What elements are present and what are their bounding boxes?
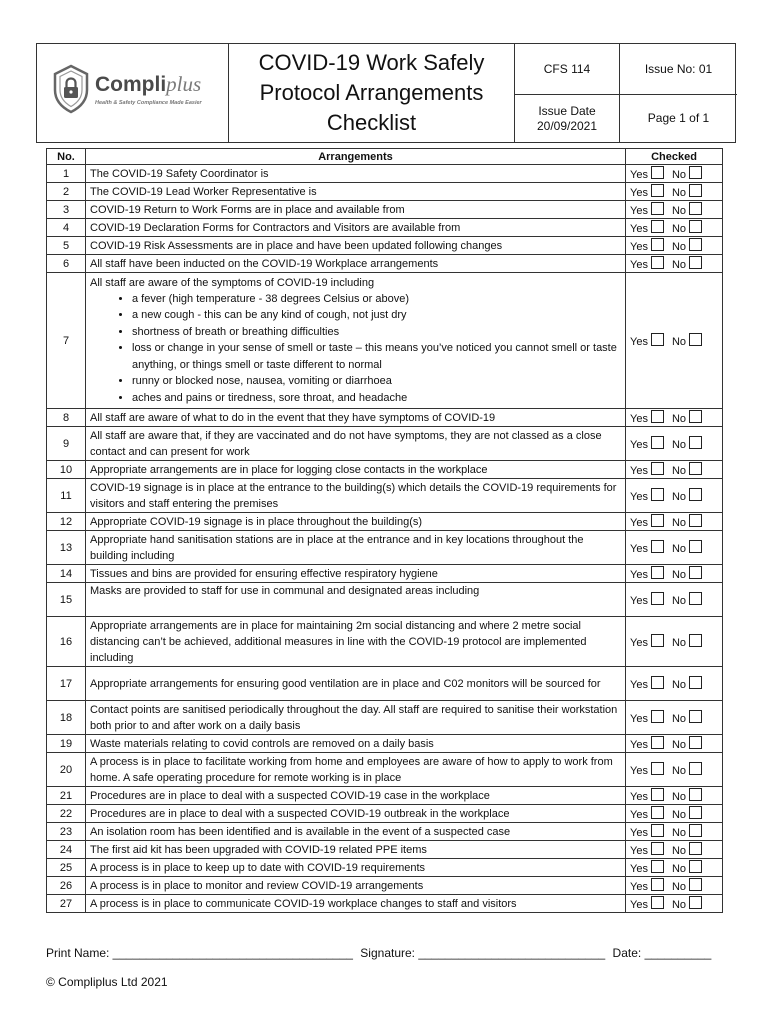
row-number: 5 [47, 237, 86, 255]
checked-cell [626, 461, 723, 479]
arrangement-text: Appropriate arrangements for ensuring good ventilation are in place and C02 monitors will be sourced for [86, 667, 626, 701]
table-row [47, 859, 723, 877]
no-label: No [671, 187, 687, 199]
row-number: 20 [47, 753, 86, 787]
table-row [47, 201, 723, 219]
yes-label: Yes [630, 187, 648, 199]
no-checkbox[interactable] [689, 514, 702, 527]
arrangement-text: A process is in place to monitor and review COVID-19 arrangements [86, 877, 626, 895]
yes-checkbox[interactable] [651, 762, 664, 775]
checked-cell [626, 237, 723, 255]
yes-label: Yes [630, 845, 648, 857]
no-checkbox[interactable] [689, 256, 702, 269]
no-label: No [671, 637, 687, 649]
checklist-table [46, 148, 723, 913]
doc-code-cell [515, 44, 620, 142]
print-name-field[interactable]: Print Name: ____________________________________ [46, 946, 353, 960]
checked-cell [626, 255, 723, 273]
yes-label: Yes [630, 336, 648, 348]
table-row [47, 735, 723, 753]
yes-checkbox[interactable] [651, 256, 664, 269]
checked-cell [626, 531, 723, 565]
arrangement-text: A process is in place to facilitate working from home and employees are aware of how to apply to work from home. A safe operating procedure for remote working is in place [86, 753, 626, 787]
yes-label: Yes [630, 413, 648, 425]
checked-cell [626, 859, 723, 877]
arrangement-text: A process is in place to communicate COVID-19 workplace changes to staff and visitors [86, 895, 626, 913]
no-checkbox[interactable] [689, 806, 702, 819]
page-number: Page 1 of 1 [647, 111, 710, 125]
arrangement-text: COVID-19 Return to Work Forms are in place and available from [86, 201, 626, 219]
yes-checkbox[interactable] [651, 410, 664, 423]
row-number: 22 [47, 805, 86, 823]
checked-cell [626, 513, 723, 531]
yes-label: Yes [630, 465, 648, 477]
no-checkbox[interactable] [689, 566, 702, 579]
symptom-item: • shortness of breath or breathing difficulties [132, 324, 621, 341]
row-number: 7 [47, 273, 86, 409]
yes-checkbox[interactable] [651, 634, 664, 647]
no-checkbox[interactable] [689, 333, 702, 346]
table-row [47, 531, 723, 565]
doc-code: CFS 114 [515, 44, 619, 95]
no-checkbox[interactable] [689, 634, 702, 647]
checked-cell [626, 667, 723, 701]
arrangement-text: All staff are aware of what to do in the event that they have symptoms of COVID-19 [86, 409, 626, 427]
yes-checkbox[interactable] [651, 566, 664, 579]
no-label: No [671, 465, 687, 477]
table-row [47, 165, 723, 183]
no-label: No [671, 223, 687, 235]
checked-cell [626, 823, 723, 841]
checked-cell [626, 165, 723, 183]
yes-checkbox[interactable] [651, 878, 664, 891]
yes-checkbox[interactable] [651, 676, 664, 689]
yes-label: Yes [630, 791, 648, 803]
row-number: 11 [47, 479, 86, 513]
no-label: No [671, 517, 687, 529]
table-row [47, 273, 723, 409]
arrangement-text: Procedures are in place to deal with a suspected COVID-19 outbreak in the workplace [86, 805, 626, 823]
no-checkbox[interactable] [689, 540, 702, 553]
checked-cell [626, 753, 723, 787]
checked-cell [626, 701, 723, 735]
table-row [47, 877, 723, 895]
no-checkbox[interactable] [689, 436, 702, 449]
symptom-item: • a fever (high temperature - 38 degrees Celsius or above) [132, 291, 621, 308]
arrangement-text: COVID-19 Declaration Forms for Contractors and Visitors are available from [86, 219, 626, 237]
yes-label: Yes [630, 899, 648, 911]
no-label: No [671, 791, 687, 803]
document-title: COVID-19 Work Safely Protocol Arrangements Checklist [229, 44, 515, 142]
table-row [47, 583, 723, 617]
checked-cell [626, 183, 723, 201]
no-label: No [671, 679, 687, 691]
row-number: 10 [47, 461, 86, 479]
row-number: 17 [47, 667, 86, 701]
yes-label: Yes [630, 569, 648, 581]
row-number: 24 [47, 841, 86, 859]
no-label: No [671, 205, 687, 217]
symptom-item: • runny or blocked nose, nausea, vomiting or diarrhoea [132, 373, 621, 390]
row-number: 3 [47, 201, 86, 219]
arrangement-text: Procedures are in place to deal with a suspected COVID-19 case in the workplace [86, 787, 626, 805]
no-checkbox[interactable] [689, 202, 702, 215]
arrangement-text: Tissues and bins are provided for ensuring effective respiratory hygiene [86, 565, 626, 583]
symptom-item: • loss or change in your sense of smell or taste – this means you’ve noticed you cannot smell or taste anything, or things smell or taste different to normal [132, 340, 621, 373]
yes-label: Yes [630, 827, 648, 839]
yes-label: Yes [630, 517, 648, 529]
no-checkbox[interactable] [689, 788, 702, 801]
checked-cell [626, 735, 723, 753]
symptom-item: • a new cough - this can be any kind of cough, not just dry [132, 307, 621, 324]
yes-label: Yes [630, 679, 648, 691]
arrangement-text: All staff have been inducted on the COVID-19 Workplace arrangements [86, 255, 626, 273]
no-label: No [671, 713, 687, 725]
arrangement-text: All staff are aware that, if they are vaccinated and do not have symptoms, they are not classed as a close contact and can present for work [86, 427, 626, 461]
no-label: No [671, 543, 687, 555]
row-number: 6 [47, 255, 86, 273]
shield-lock-icon [51, 64, 91, 114]
no-label: No [671, 439, 687, 451]
arrangement-text: All staff are aware of the symptoms of COVID-19 including • a fever (high temperature - 38 degrees Celsius or above) • a new cough - this can be any kind of cough, not just dry • shortness of breath or breathing difficulties • loss or change in your sense of smell or taste – this means you’ve noticed you cannot smell or taste anything, or things smell or taste different to normal • runny or blocked nose, nausea, vomiting or diarrhoea • aches and pains or tiredness, sore throat, and headache [86, 273, 626, 409]
no-label: No [671, 595, 687, 607]
yes-label: Yes [630, 491, 648, 503]
yes-checkbox[interactable] [651, 462, 664, 475]
yes-checkbox[interactable] [651, 824, 664, 837]
arrangement-text: An isolation room has been identified and is available in the event of a suspected case [86, 823, 626, 841]
table-row [47, 565, 723, 583]
no-checkbox[interactable] [689, 762, 702, 775]
yes-label: Yes [630, 637, 648, 649]
checked-cell [626, 479, 723, 513]
yes-checkbox[interactable] [651, 540, 664, 553]
table-row [47, 219, 723, 237]
checked-cell [626, 805, 723, 823]
table-row [47, 409, 723, 427]
row-number: 23 [47, 823, 86, 841]
row-number: 13 [47, 531, 86, 565]
no-checkbox[interactable] [689, 824, 702, 837]
document-header [36, 43, 736, 143]
yes-checkbox[interactable] [651, 710, 664, 723]
yes-checkbox[interactable] [651, 514, 664, 527]
yes-checkbox[interactable] [651, 220, 664, 233]
no-checkbox[interactable] [689, 878, 702, 891]
no-checkbox[interactable] [689, 896, 702, 909]
row-number: 8 [47, 409, 86, 427]
no-label: No [671, 827, 687, 839]
signature-line [46, 946, 715, 960]
copyright: © Compliplus Ltd 2021 [46, 975, 168, 989]
yes-checkbox[interactable] [651, 736, 664, 749]
symptom-item: • aches and pains or tiredness, sore throat, and headache [132, 390, 621, 407]
no-label: No [671, 881, 687, 893]
table-row [47, 701, 723, 735]
row-number: 1 [47, 165, 86, 183]
symptom-list [90, 291, 621, 407]
checked-cell [626, 877, 723, 895]
arrangement-text: COVID-19 Risk Assessments are in place and have been updated following changes [86, 237, 626, 255]
arrangement-text: Contact points are sanitised periodically throughout the day. All staff are required to sanitise their workstation both prior to and after work on a daily basis [86, 701, 626, 735]
row-number: 15 [47, 583, 86, 617]
no-checkbox[interactable] [689, 488, 702, 501]
table-row [47, 479, 723, 513]
yes-checkbox[interactable] [651, 592, 664, 605]
logo-cell [37, 44, 229, 142]
arrangement-text: The COVID-19 Safety Coordinator is [86, 165, 626, 183]
arrangement-text: Appropriate arrangements are in place for logging close contacts in the workplace [86, 461, 626, 479]
compliplus-logo [51, 64, 217, 120]
yes-label: Yes [630, 439, 648, 451]
table-row [47, 823, 723, 841]
table-row [47, 237, 723, 255]
yes-label: Yes [630, 739, 648, 751]
yes-label: Yes [630, 765, 648, 777]
no-checkbox[interactable] [689, 736, 702, 749]
date-field[interactable]: Date: __________ [612, 946, 712, 960]
row-number: 18 [47, 701, 86, 735]
yes-checkbox[interactable] [651, 202, 664, 215]
row-number: 2 [47, 183, 86, 201]
table-row [47, 805, 723, 823]
no-checkbox[interactable] [689, 592, 702, 605]
yes-checkbox[interactable] [651, 184, 664, 197]
no-label: No [671, 491, 687, 503]
yes-checkbox[interactable] [651, 488, 664, 501]
table-row [47, 513, 723, 531]
arrangement-text: COVID-19 signage is in place at the entrance to the building(s) which details the COVID-19 requirements for visitors and staff entering the premises [86, 479, 626, 513]
row-number: 4 [47, 219, 86, 237]
checked-cell [626, 201, 723, 219]
row-number: 16 [47, 617, 86, 667]
yes-label: Yes [630, 259, 648, 271]
yes-label: Yes [630, 223, 648, 235]
checked-cell [626, 219, 723, 237]
no-checkbox[interactable] [689, 220, 702, 233]
arrangement-text: A process is in place to keep up to date with COVID-19 requirements [86, 859, 626, 877]
arrangement-text: The first aid kit has been upgraded with COVID-19 related PPE items [86, 841, 626, 859]
checked-cell [626, 273, 723, 409]
brand-name: Compliplus [95, 72, 202, 96]
no-label: No [671, 241, 687, 253]
table-row [47, 461, 723, 479]
row-number: 21 [47, 787, 86, 805]
row-number: 25 [47, 859, 86, 877]
col-arrangements-header: Arrangements [86, 149, 626, 165]
table-row [47, 667, 723, 701]
yes-label: Yes [630, 169, 648, 181]
no-checkbox[interactable] [689, 860, 702, 873]
row-number: 19 [47, 735, 86, 753]
yes-checkbox[interactable] [651, 842, 664, 855]
no-label: No [671, 739, 687, 751]
yes-label: Yes [630, 205, 648, 217]
no-checkbox[interactable] [689, 676, 702, 689]
checked-cell [626, 409, 723, 427]
table-header-row [47, 149, 723, 165]
no-checkbox[interactable] [689, 410, 702, 423]
arrangement-text: Appropriate arrangements are in place for maintaining 2m social distancing and where 2 metre social distancing can’t be achieved, additional measures in line with the COVID-19 protocol are implemented including [86, 617, 626, 667]
row-number: 9 [47, 427, 86, 461]
table-row [47, 617, 723, 667]
yes-checkbox[interactable] [651, 806, 664, 819]
no-checkbox[interactable] [689, 710, 702, 723]
no-label: No [671, 413, 687, 425]
no-checkbox[interactable] [689, 238, 702, 251]
col-checked-header: Checked [626, 149, 723, 165]
no-label: No [671, 845, 687, 857]
arrangement-text: Appropriate COVID-19 signage is in place throughout the building(s) [86, 513, 626, 531]
no-checkbox[interactable] [689, 166, 702, 179]
col-no-header: No. [47, 149, 86, 165]
table-row [47, 255, 723, 273]
brand-tagline: Health & Safety Compliance Made Easier [95, 100, 202, 106]
yes-checkbox[interactable] [651, 436, 664, 449]
no-label: No [671, 169, 687, 181]
yes-checkbox[interactable] [651, 860, 664, 873]
yes-label: Yes [630, 809, 648, 821]
yes-label: Yes [630, 713, 648, 725]
no-checkbox[interactable] [689, 462, 702, 475]
row-number: 26 [47, 877, 86, 895]
checked-cell [626, 427, 723, 461]
yes-label: Yes [630, 595, 648, 607]
signature-field[interactable]: Signature: ____________________________ [360, 946, 606, 960]
table-row [47, 183, 723, 201]
issue-number: Issue No: 01 [620, 44, 737, 95]
table-row [47, 895, 723, 913]
arrangement-text: Appropriate hand sanitisation stations are in place at the entrance and in key locations throughout the building including [86, 531, 626, 565]
no-label: No [671, 336, 687, 348]
row-number: 27 [47, 895, 86, 913]
table-row [47, 841, 723, 859]
arrangement-text: Waste materials relating to covid controls are removed on a daily basis [86, 735, 626, 753]
checked-cell [626, 565, 723, 583]
checked-cell [626, 895, 723, 913]
no-label: No [671, 809, 687, 821]
no-label: No [671, 899, 687, 911]
yes-checkbox[interactable] [651, 238, 664, 251]
issue-date: Issue Date 20/09/2021 [536, 103, 598, 133]
row-number: 12 [47, 513, 86, 531]
table-row [47, 753, 723, 787]
checked-cell [626, 617, 723, 667]
no-checkbox[interactable] [689, 184, 702, 197]
checked-cell [626, 787, 723, 805]
yes-label: Yes [630, 241, 648, 253]
checked-cell [626, 583, 723, 617]
yes-label: Yes [630, 863, 648, 875]
yes-checkbox[interactable] [651, 333, 664, 346]
table-row [47, 787, 723, 805]
yes-checkbox[interactable] [651, 166, 664, 179]
arrangement-text: Masks are provided to staff for use in communal and designated areas including [86, 583, 626, 617]
yes-label: Yes [630, 881, 648, 893]
yes-checkbox[interactable] [651, 896, 664, 909]
no-label: No [671, 569, 687, 581]
no-label: No [671, 863, 687, 875]
yes-checkbox[interactable] [651, 788, 664, 801]
arrangement-text: The COVID-19 Lead Worker Representative is [86, 183, 626, 201]
checked-cell [626, 841, 723, 859]
no-label: No [671, 765, 687, 777]
issue-cell [620, 44, 737, 142]
row-number: 14 [47, 565, 86, 583]
no-checkbox[interactable] [689, 842, 702, 855]
no-label: No [671, 259, 687, 271]
table-row [47, 427, 723, 461]
yes-label: Yes [630, 543, 648, 555]
